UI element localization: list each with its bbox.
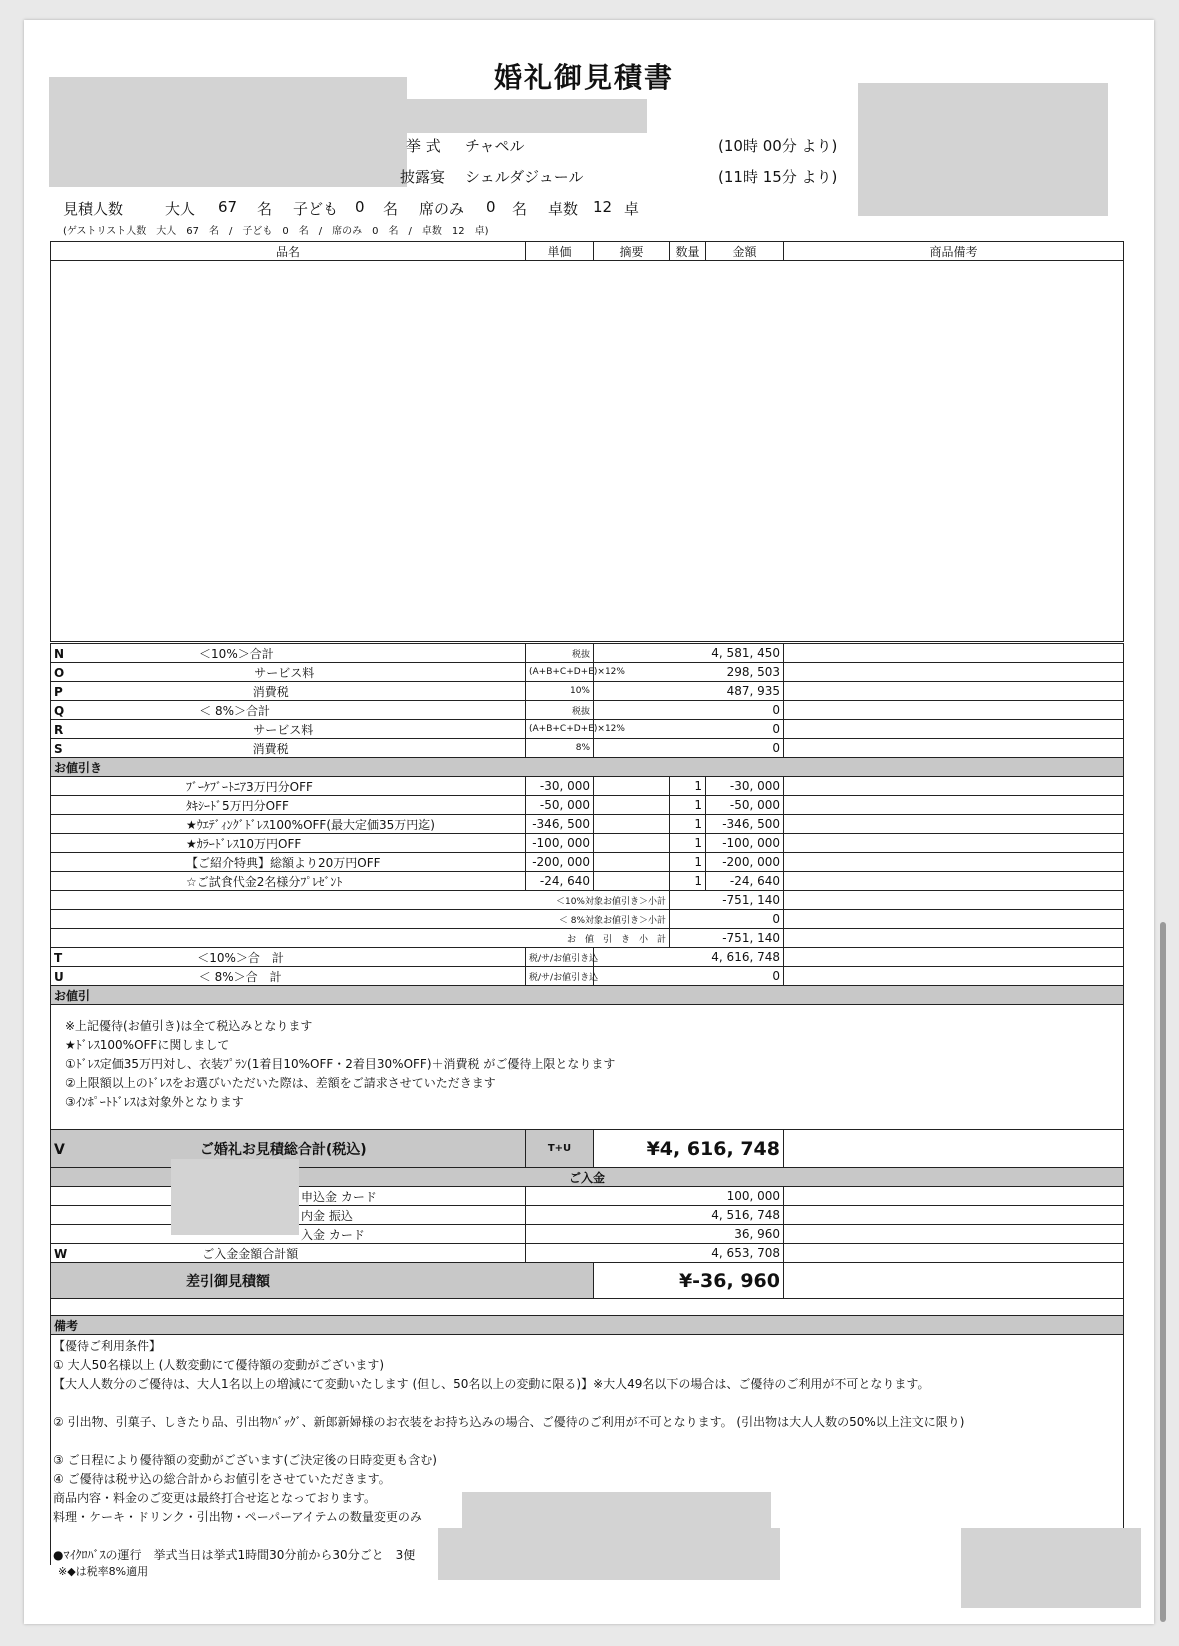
remark-line: 商品内容・料金のご変更は最終打合せ迄となっております。 <box>53 1491 377 1505</box>
col-item-name: 品名 <box>51 242 526 261</box>
redacted-area <box>407 99 647 133</box>
col-unit-price: 単価 <box>526 242 594 261</box>
payment-section-header: ご入金 <box>51 1168 1124 1187</box>
total-row-u: U ＜ 8%＞合 計 税/サ/お値引き込 0 <box>51 967 1124 986</box>
payment-row: 申込金 カード 100, 000 <box>51 1187 1124 1206</box>
child-label: 子ども <box>293 200 339 218</box>
adult-label: 大人 <box>165 200 196 218</box>
col-summary: 摘要 <box>594 242 670 261</box>
discount-row: ☆ご試食代金2名様分ﾌﾟﾚｾﾞﾝﾄ -24, 640 1 -24, 640 <box>51 872 1124 891</box>
col-remarks: 商品備考 <box>784 242 1124 261</box>
summary-table <box>50 643 1124 1565</box>
remark-line: ② 引出物、引菓子、しきたり品、引出物ﾊﾞｯｸﾞ、新郎新婦様のお衣装をお持ち込みの場合、ご優待のご利用が不可となります。 (引出物は大人人数の50%以上注文に限り) <box>53 1415 965 1429</box>
seat-label: 席のみ <box>419 200 465 218</box>
microbus-note: ●ﾏｲｸﾛﾊﾞｽの運行 挙式当日は挙式1時間30分前から30分ごと 3便 <box>53 1548 416 1562</box>
note-line: ③ｲﾝﾎﾟｰﾄﾄﾞﾚｽは対象外となります <box>65 1095 244 1109</box>
col-qty: 数量 <box>670 242 706 261</box>
note-line: ※上記優待(お値引き)は全て税込みとなります <box>65 1019 313 1033</box>
note-line: ①ﾄﾞﾚｽ定価35万円対し、衣装ﾌﾟﾗﾝ(1着目10%OFF・2着目30%OFF)＋消費税 がご優待上限となります <box>65 1057 616 1071</box>
table-count: 12 <box>593 198 613 216</box>
remarks-section-header: 備考 <box>51 1316 1124 1335</box>
headcount-label: 見積人数 <box>63 200 124 218</box>
document-title: 婚礼御見積書 <box>494 61 675 94</box>
table-unit: 卓 <box>624 200 640 218</box>
summary-row-s: S 消費税 8% 0 <box>51 739 1124 758</box>
discount-section-header: お値引き <box>51 758 1124 777</box>
summary-row-r: R サービス料 (A+B+C+D+E)×12% 0 <box>51 720 1124 739</box>
ceremony-venue: チャペル <box>465 137 525 155</box>
discount-row: ★ｶﾗｰﾄﾞﾚｽ10万円OFF -100, 000 1 -100, 000 <box>51 834 1124 853</box>
child-unit: 名 <box>383 200 399 218</box>
reception-venue: シェルダジュール <box>465 168 584 186</box>
notes-block <box>51 1005 1124 1130</box>
remark-line: ④ ご優待は税サ込の総合計からお値引をさせていただきます。 <box>53 1472 391 1486</box>
note-line: ★ﾄﾞﾚｽ100%OFFに関しまして <box>65 1038 230 1052</box>
remark-line: 料理・ケーキ・ドリンク・引出物・ペーパーアイテムの数量変更のみ <box>53 1510 422 1524</box>
reception-time: (11時 15分 より) <box>718 168 838 186</box>
discount-subtotal-10: ＜10%対象お値引き＞小計 -751, 140 <box>51 891 1124 910</box>
seat-count: 0 <box>486 198 496 216</box>
summary-row-o: O サービス料 (A+B+C+D+E)×12% 298, 503 <box>51 663 1124 682</box>
summary-row-p: P 消費税 10% 487, 935 <box>51 682 1124 701</box>
summary-row-q: Q ＜ 8%＞合計 税抜 0 <box>51 701 1124 720</box>
scrollbar[interactable] <box>1160 922 1166 1622</box>
col-amount: 金額 <box>706 242 784 261</box>
seat-unit: 名 <box>512 200 528 218</box>
balance-row: 差引御見積額 ¥-36, 960 <box>51 1263 1124 1299</box>
tax-note: ※◆は税率8%適用 <box>58 1565 149 1578</box>
notes-section-header: お値引 <box>51 986 1124 1005</box>
guestlist-note: (ゲストリスト人数 大人 67 名 / 子ども 0 名 / 席のみ 0 名 / 卓数 12 卓) <box>63 226 489 237</box>
redacted-area <box>171 1159 299 1235</box>
table-label: 卓数 <box>548 200 579 218</box>
total-row-t: T ＜10%＞合 計 税/サ/お値引き込 4, 616, 748 <box>51 948 1124 967</box>
redacted-area <box>438 1528 780 1580</box>
remark-line: 【優待ご利用条件】 <box>53 1339 162 1353</box>
payment-total-row: W ご入金金額合計額 4, 653, 708 <box>51 1244 1124 1263</box>
remark-line: ③ ご日程により優待額の変動がございます(ご決定後の日時変更も含む) <box>53 1453 437 1467</box>
remark-line: ① 大人50名様以上 (人数変動にて優待額の変動がございます) <box>53 1358 385 1372</box>
reception-label: 披露宴 <box>400 168 446 186</box>
discount-row: ★ｳｴﾃﾞｨﾝｸﾞﾄﾞﾚｽ100%OFF(最大定価35万円迄) -346, 500 1 -346, 500 <box>51 815 1124 834</box>
discount-subtotal-8: ＜ 8%対象お値引き＞小計 0 <box>51 910 1124 929</box>
note-line: ②上限額以上のﾄﾞﾚｽをお選びいただいた際は、差額をご請求させていただきます <box>65 1076 496 1090</box>
ceremony-time: (10時 00分 より) <box>718 137 838 155</box>
items-blank-area <box>51 261 1124 642</box>
discount-row: 【ご紹介特典】総額より20万円OFF -200, 000 1 -200, 000 <box>51 853 1124 872</box>
remark-line: 【大人人数分のご優待は、大人1名以上の増減にて変動いたします (但し、50名以上の変動に限る)】※大人49名以下の場合は、ご優待のご利用が不可となります。 <box>53 1377 930 1391</box>
ceremony-label: 挙 式 <box>406 137 441 155</box>
child-count: 0 <box>355 198 365 216</box>
redacted-area <box>961 1528 1141 1608</box>
payment-row: 入金 カード 36, 960 <box>51 1225 1124 1244</box>
payment-row: 内金 振込 4, 516, 748 <box>51 1206 1124 1225</box>
estimate-table-header <box>50 241 1124 642</box>
adult-count: 67 <box>218 198 238 216</box>
adult-unit: 名 <box>257 200 273 218</box>
discount-row: ﾌﾞｰｹﾌﾞｰﾄﾆｱ3万円分OFF -30, 000 1 -30, 000 <box>51 777 1124 796</box>
discount-subtotal: お 値 引 き 小 計 -751, 140 <box>51 929 1124 948</box>
discount-row: ﾀｷｼｰﾄﾞ5万円分OFF -50, 000 1 -50, 000 <box>51 796 1124 815</box>
grand-total-row: V ご婚礼お見積総合計(税込) T+U ¥4, 616, 748 <box>51 1130 1124 1168</box>
redacted-area <box>858 83 1108 216</box>
redacted-area <box>49 77 407 187</box>
summary-row-n: N ＜10%＞合計 税抜 4, 581, 450 <box>51 644 1124 663</box>
